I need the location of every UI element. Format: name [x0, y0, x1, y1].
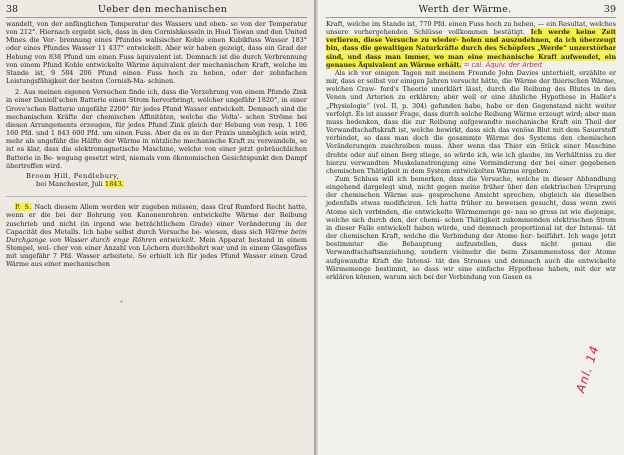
right-running-head	[326, 4, 616, 18]
signature-date-prefix: bei Manchester, Juli	[36, 180, 103, 189]
highlighted-passage: Ich werde keine Zeit verlieren, diese Versuche zu wieder- holen und auszudehnen, da ich überzeugt bin, dass die gewaltigen Naturkräfte durch des Schöpfers „Werde“ unzerstörbar sind, und dass man immer, wo man eine mechanische Kraft aufwendet, ein genaues Äquivalent an Wärme erhält.	[326, 28, 616, 69]
signature-place: Broom Hill, Pendlebury,	[26, 171, 120, 180]
right-page-number: 39	[603, 4, 616, 15]
postscript-text-italic: Wärme beim Durchgange von Wasser durch enge Röhren entwickelt.	[6, 227, 308, 244]
right-paragraph-2: Als ich vor einigen Tagen mit meinem Freunde John Davies unterhielt, erzählte er mir, dass er selbst vor einigen Jahren versucht hätte, die Wärme der thierischen Wärme, welchen Craw- ford's Theorie unerklärt lässt, durch die Reibung des Blutes in den Venen und Arterien zu erklären; aber weil er eine ähnliche Hypothese in Haller's „Physiologie“ (vol. II, p. 304) gefunden habe, habe er den Gegenstand nicht weiter verfolgt. Es ist ausser Frage, dass durch solche Reibung Wärme erzeugt wird; aber man muss bedenken, dass die zur Reibung aufgewandte mechanische Kraft ein Theil der Verwandtschaftskraft ist, welche bewirkt, dass sich das venöse Blut mit dem Sauerstoff verbindet, so dass man doch die gesammte Wärme des Systems den chemischen Veränderungen zuschreiben muss. Aber wenn das Thier ein Stück einer Maschine drehte oder auf einen Berg stiege, so würde ich, wie ich glaube, im Verhältniss zu der hierzu verwandten Muskelanstrengung eine Verminderung der bei einer gegebenen chemischen Thätigkeit in dem System entwickelten Wärme ergeben.	[326, 68, 616, 175]
left-page-number: 38	[6, 4, 19, 15]
postscript-text-b: Mein Apparat bestand in einem Stempel, wel- cher von einer Anzahl von Löchern durchbohrt war und in einem Glasgefäss mit ungefähr 7 Pfd. Wasser arbeitete. So erhielt ich für jedes Pfund Wasser einen Grad Wärme aus einer mechanischen	[6, 235, 308, 269]
left-paragraph-1: wandelt, von der anfänglichen Temperatur des Wassers und eben- so von der Temperatur von 212°. Hiernach ergiebt sich, dass in den Cornishkesseln in Huel Towan und den United Mines die Ver- brennung eines Pfundes walisischer Kohle einen Kubikfuss Wasser 183° oder eines Pfundes Wasser 11 437° entwickelt. Aber wir haben gezeigt, dass ein Grad der Hebung von 838 Pfund um einen Fuss äquivalent ist. Demnach ist die durch Verbrennung von einem Pfund Kohle entwickelte Wärme äquivalent der mechanischen Kraft, welche im Stande ist, 9 584 206 Pfund einen Fuss hoch zu heben, oder der zehnfachen Leistungsfähigkeit der besten Cornish-Ma- schinen.	[6, 20, 307, 86]
postscript-text-a: Nach diesem Allem werden wir zugeben müssen, dass Graf Rumford Recht hatte, wenn er die bei der Bohrung von Kanonenrohren entwickelte Wärme der Reibung zuschrieb und nicht (in irgend wie beträchtlichem Grade) einer Veränderung in der Capacität des Metalls. Ich habe selbst durch Versuche be- wiesen, dass sich	[6, 203, 307, 236]
right-running-title: Werth der Wärme.	[418, 4, 512, 15]
signature-year: 1843.	[104, 180, 124, 189]
right-paragraph-1-text: Kraft, welche im Stande ist, 770 Pfd. einen Fuss hoch zu heben, — ein Resultat, welches unsere vorhergehenden Schlüsse vollkommen bestätigt.	[326, 20, 616, 37]
left-running-title: Ueber den mechanischen	[97, 4, 228, 15]
right-paragraph-3: Zum Schluss will ich bemerken, dass die Versuche, welche in dieser Abhandlung eingehend dargelegt sind, nicht gegen meine früher über den elektrischen Ursprung der chemischen Wärme aus- gesprochene Ansicht sprechen, obgleich sie dieselben jedenfalls etwas modificiren. Ich hatte früher zu beweisen gesucht, dass wenn zwei Atome sich verbinden, die entwickelte Wärmemenge ge- nau so gross ist wie diejenige, welche sich durch den, der chemi- schen Thätigkeit zukommenden elektrischen Strom in dieser Falle entwickelt haben würde, und demnach proportional ist der Intensi- tät der chemischen Kraft, welche die Verbindung der Atome her- beiführt. Ich wage jetzt bestimmter die Behauptung aufzustellen, dass nicht genau die Verwandtschaftsanziehung, sondern vielmehr die beim Zusammenstoss der Atome aufgewandte Kraft die Intensi- tät des Stromes und demnach auch die entwickelte Wärmemenge bestimmt, so dass wir eine einfache Hypothese haben, mit der wir erklären können, warum sich bei der Verbindung von Gasen es	[326, 174, 616, 281]
paper-speck	[120, 300, 123, 303]
postscript-label: P. S.	[15, 203, 32, 212]
left-paragraph-2: 2. Aus meinen eigenen Versuchen finde ich, dass die Verzehrung von einem Pfunde Zink in einer Daniell'schen Batterie einen Strom hervorbringt, welcher ungefähr 1820°, in einer Grove'schen Batterie ungefähr 2200° für jedes Pfund Wasser entwickelt. Demnach sind die mechanischen Kräfte der chemischen Affinitäten, welche die Volta'- schen Ströme bei diesen Arrangements erzeugen, für jedes Pfund Zink gleich der Hebung von resp. 1 106 160 Pfd. und 1 843 600 Pfd. um einen Fuss. Aber da es in der Praxis unmöglich sein wird, mehr als ungefähr die Hälfte der Wärme in nützliche mechanische Kraft zu verwandeln, so ist es klar, dass die elektromagnetische Maschine, welche von einer jetzt gebräuchlichen Batterie in Be- wegung gesetzt wird, niemals vom ökonomischen Gesichtspunkt den Dampf übertreffen wird.	[6, 88, 307, 170]
postscript-paragraph	[6, 203, 307, 268]
section-divider	[6, 196, 307, 197]
left-running-head	[6, 4, 307, 18]
signature-block	[26, 172, 307, 188]
right-paragraph-1	[326, 20, 616, 69]
handwritten-note: = cal. Äquiv. der Arbeit	[463, 60, 543, 69]
paper-speck	[378, 210, 381, 213]
margin-annotation: Anl. 14	[573, 343, 602, 395]
signature-date	[36, 180, 307, 188]
